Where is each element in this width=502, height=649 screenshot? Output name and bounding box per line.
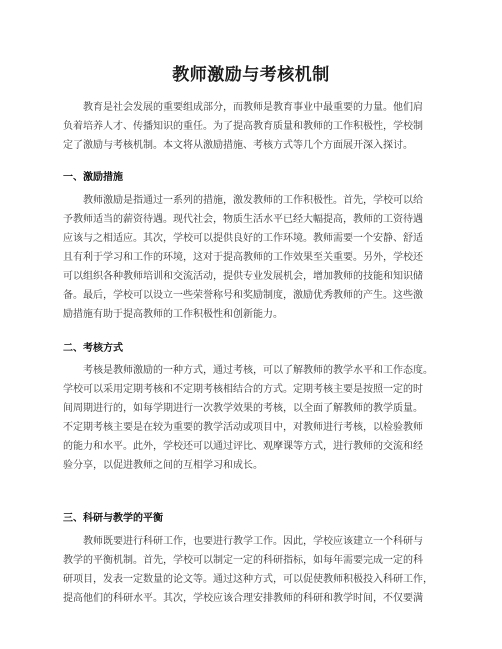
paragraph-line: 可以组织各种教师培训和交流活动，提供专业发展机会，增加教师的技能和知识储 bbox=[63, 271, 423, 282]
paragraph-line: 负着培养人才、传播知识的重任。为了提高教育质量和教师的工作积极性，学校制 bbox=[63, 121, 423, 132]
paragraph-line: 予教师适当的薪资待遇。现代社会，物质生活水平已经大幅提高，教师的工资待遇 bbox=[63, 214, 423, 225]
section-heading-incentives: 一、激励措施 bbox=[63, 172, 123, 183]
paragraph-line: 不定期考核主要是在较为重要的教学活动或项目中，对教师进行考核，以检验教师 bbox=[63, 422, 423, 433]
paragraph-line: 备。最后，学校可以设立一些荣誉称号和奖励制度，激励优秀教师的产生。这些激 bbox=[63, 290, 423, 301]
section-heading-research-teaching: 三、科研与教学的平衡 bbox=[63, 513, 163, 524]
paragraph-line: 的能力和水平。此外，学校还可以通过评比、观摩课等方式，进行教师的交流和经 bbox=[63, 441, 423, 452]
paragraph-line: 应该与之相适应。其次，学校可以提供良好的工作环境。教师需要一个安静、舒适 bbox=[63, 233, 423, 244]
paragraph-line: 励措施有助于提高教师的工作积极性和创新能力。 bbox=[63, 309, 283, 320]
paragraph-line: 学校可以采用定期考核和不定期考核相结合的方式。定期考核主要是按照一定的时 bbox=[63, 384, 423, 395]
paragraph-line: 验分享，以促进教师之间的互相学习和成长。 bbox=[63, 460, 263, 471]
paragraph-line: 教学的平衡机制。首先，学校可以制定一定的科研指标，如每年需要完成一定的科 bbox=[63, 555, 423, 566]
paragraph-line: 且有利于学习和工作的环境，这对于提高教师的工作效果至关重要。另外，学校还 bbox=[63, 252, 423, 263]
section-paragraph-assessment bbox=[63, 361, 443, 475]
paragraph-line: 教师既要进行科研工作，也要进行教学工作。因此，学校应该建立一个科研与 bbox=[63, 536, 423, 547]
paragraph-line: 间周期进行的，如每学期进行一次教学效果的考核，以全面了解教师的教学质量。 bbox=[63, 403, 423, 414]
section-paragraph-research-teaching bbox=[63, 532, 443, 608]
section-heading-assessment: 二、考核方式 bbox=[63, 343, 123, 354]
paragraph-line: 教育是社会发展的重要组成部分，而教师是教育事业中最重要的力量。他们肩 bbox=[63, 102, 423, 113]
paragraph-line: 定了激励与考核机制。本文将从激励措施、考核方式等几个方面展开深入探讨。 bbox=[63, 140, 413, 151]
paragraph-line: 提高他们的科研水平。其次，学校应该合理安排教师的科研和教学时间，不仅要满 bbox=[63, 593, 423, 604]
paragraph-line: 研项目，发表一定数量的论文等。通过这种方式，可以促使教师积极投入科研工作， bbox=[63, 574, 433, 585]
paragraph-line: 考核是教师激励的一种方式，通过考核，可以了解教师的教学水平和工作态度。 bbox=[63, 365, 433, 376]
paragraph-line: 教师激励是指通过一系列的措施，激发教师的工作积极性。首先，学校可以给 bbox=[63, 195, 423, 206]
document-title: 教师激励与考核机制 bbox=[172, 65, 330, 85]
section-paragraph-incentives bbox=[63, 191, 443, 324]
intro-paragraph bbox=[63, 98, 443, 155]
